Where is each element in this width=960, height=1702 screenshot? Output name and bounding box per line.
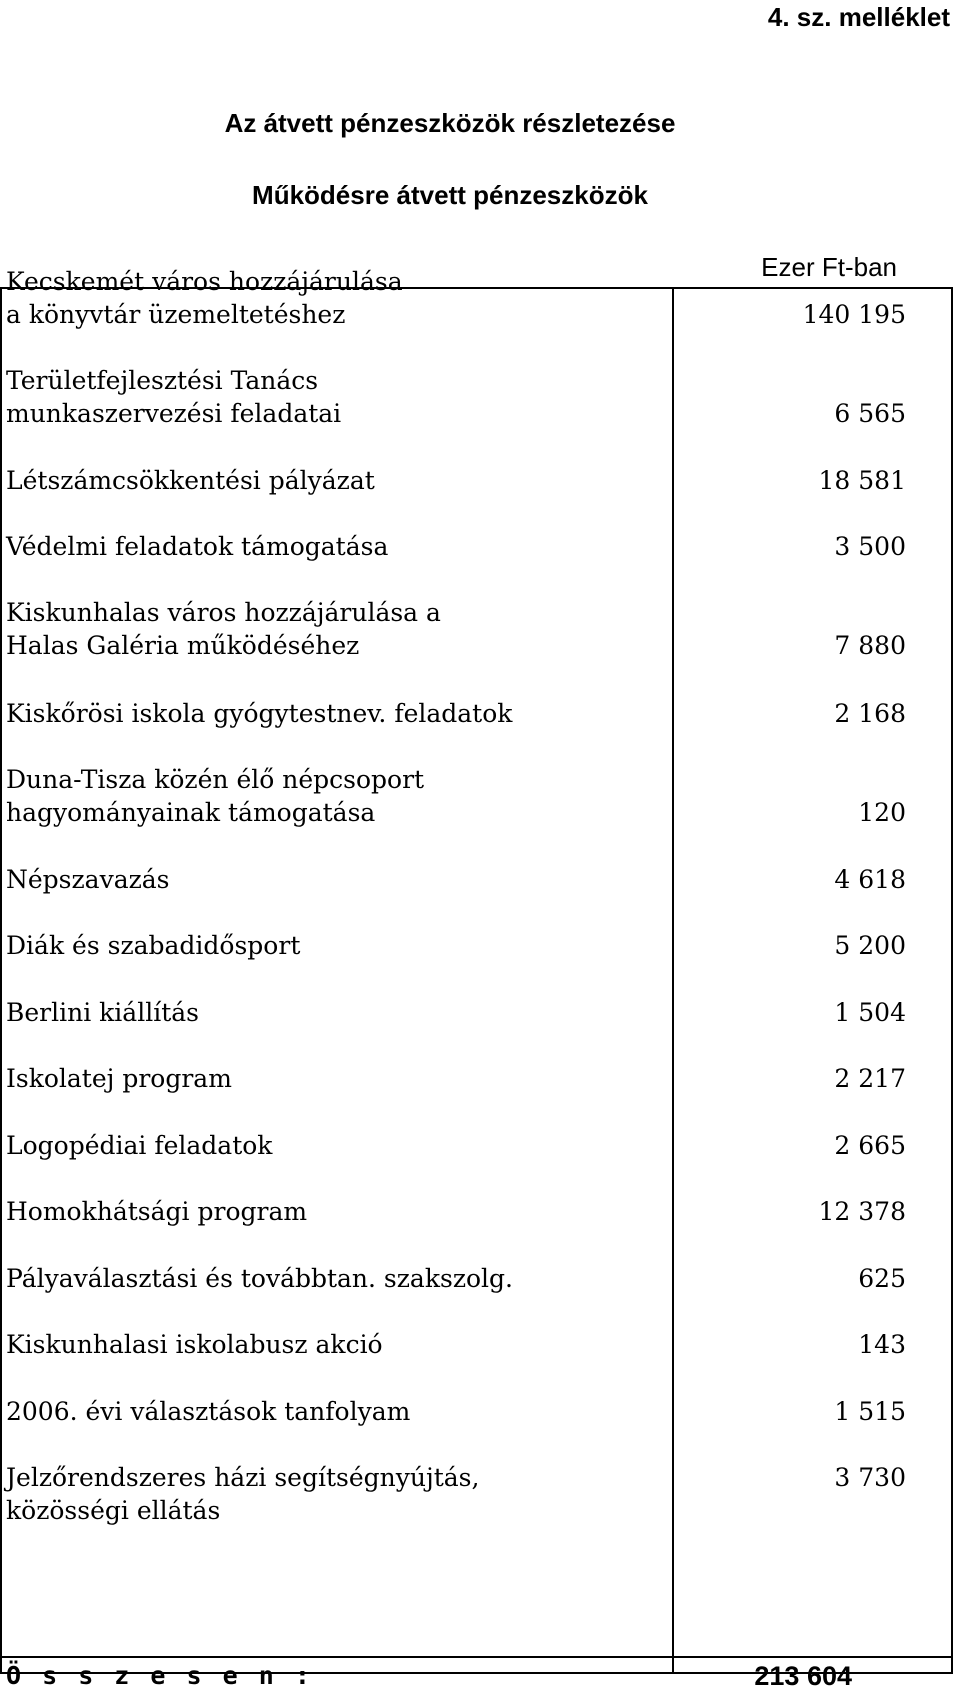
total-value: 213 604 <box>754 1661 852 1691</box>
unit-label: Ezer Ft-ban <box>761 252 897 282</box>
annex-label: 4. sz. melléklet <box>767 2 950 32</box>
row-value: 120 <box>858 798 906 827</box>
page-title: Az átvett pénzeszközök részletezése <box>224 108 676 138</box>
row-value: 2 217 <box>834 1064 906 1093</box>
row-value: 2 168 <box>834 699 906 728</box>
row-value: 6 565 <box>834 399 906 428</box>
row-value: 140 195 <box>802 300 906 329</box>
total-row <box>6 1659 946 1695</box>
row-value: 5 200 <box>834 931 906 960</box>
row-value: 3 730 <box>834 1463 906 1492</box>
row-label: Kiskőrösi iskola gyógytestnev. feladatok <box>6 699 513 728</box>
row-label: Berlini kiállítás <box>6 998 199 1027</box>
page-subtitle: Működésre átvett pénzeszközök <box>252 180 648 210</box>
row-value: 18 581 <box>818 466 906 495</box>
column-divider <box>672 287 674 1674</box>
row-label: Diák és szabadidősport <box>6 931 301 960</box>
row-label: Népszavazás <box>6 865 170 894</box>
row-label: Pályaválasztási és továbbtan. szakszolg. <box>6 1264 513 1293</box>
row-value: 4 618 <box>834 865 906 894</box>
row-label: Iskolatej program <box>6 1064 232 1093</box>
total-separator <box>0 1656 953 1658</box>
row-label: Homokhátsági program <box>6 1197 308 1226</box>
row-label: 2006. évi választások tanfolyam <box>6 1397 411 1426</box>
row-value: 3 500 <box>834 532 906 561</box>
row-value: 12 378 <box>818 1197 906 1226</box>
row-label: Jelzőrendszeres házi segítségnyújtás, közösségi ellátás <box>6 1463 480 1525</box>
row-label: Kiskunhalasi iskolabusz akció <box>6 1330 383 1359</box>
row-value: 143 <box>858 1330 906 1359</box>
row-label: Kecskemét város hozzájárulása a könyvtár üzemeltetéshez <box>6 267 403 329</box>
row-value: 7 880 <box>834 631 906 660</box>
row-label: Létszámcsökkentési pályázat <box>6 466 375 495</box>
row-value: 1 504 <box>834 998 906 1027</box>
row-label: Kiskunhalas város hozzájárulása a Halas Galéria működéséhez <box>6 598 441 660</box>
row-label: Logopédiai feladatok <box>6 1131 273 1160</box>
row-label: Védelmi feladatok támogatása <box>6 532 389 561</box>
row-label: Területfejlesztési Tanács munkaszervezési feladatai <box>6 366 342 428</box>
total-label: Ö s s z e s e n : <box>6 1661 313 1690</box>
row-label: Duna-Tisza közén élő népcsoport hagyományainak támogatása <box>6 765 425 827</box>
row-value: 625 <box>858 1264 906 1293</box>
row-value: 2 665 <box>834 1131 906 1160</box>
row-value: 1 515 <box>834 1397 906 1426</box>
